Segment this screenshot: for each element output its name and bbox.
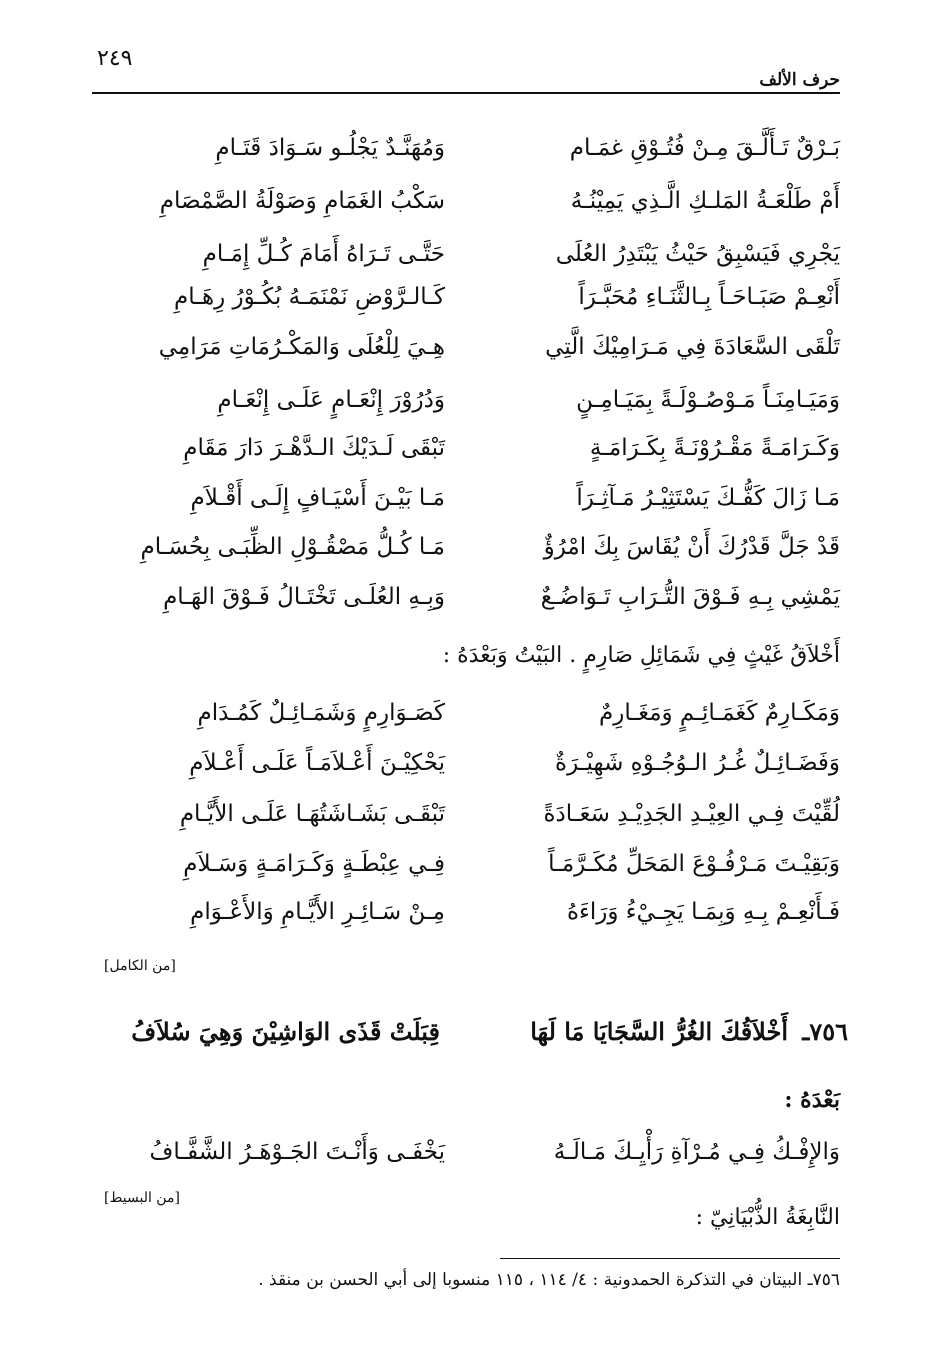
first-hemistich: بَـرْقٌ تَـأَلَّـقَ مِـنْ فُتُـوْقِ غمَـام [569,135,840,161]
verse-line [100,892,840,932]
second-hemistich: يَخْفَـى وَأَنْـتَ الجَـوْهَـرُ الشَّفَّـافُ [149,1139,445,1165]
first-hemistich: فَـأَنْعِـمْ بِـهِ وَبِمَـا يَجِـيْءُ وَرَاءَهُ [567,899,840,925]
meter-label: [من البسيط] [104,1190,180,1206]
first-hemistich: أَخْلاَقُكَ الغُرُّ السَّجَايَا مَا لَهَا [530,1017,788,1046]
second-hemistich: وَمُهَنَّـدٌ يَجْلُـو سَـوَادَ قَتَـامِ [215,135,445,161]
verse-line [100,794,840,834]
first-hemistich: لُقِّيْتَ فِـي العِيْـدِ الجَدِيْـدِ سَعَـادَةً [543,801,840,827]
verse-line [100,527,840,567]
second-hemistich: هِـيَ لِلْعُلَى وَالمَكْـرُمَاتِ مَرَامِي [158,334,445,360]
first-hemistich: تَلْقَى السَّعَادَةَ فِي مَـرَامِيْكَ الَّتِي [545,334,840,360]
verse-line [100,128,840,168]
verse-line [100,743,840,783]
footnote: ٧٥٦ـ البيتان في التذكرة الحمدونية : ٤/ ١١٤ ، ١١٥ منسوبا إلى أبي الحسن بن منقذ . [258,1270,840,1290]
first-hemistich: أَنْعِـمْ صَبَـاحَـاً بِـالثَّنَـاءِ مُحَبَّـرَاً [578,284,840,310]
second-hemistich: سَكْبُ الغَمَامِ وَصَوْلَةُ الصَّمْصَامِ [159,188,445,214]
second-hemistich: كَصَـوَارِمٍ وَشَمَـائِـلٌ كَمُـدَامِ [197,700,445,726]
header-rule [92,92,840,94]
poem-756-heading [100,1010,848,1054]
second-hemistich: قِبَلَتْ قَذَى الوَاشِيْنَ وَهِيَ سُلاَفُ [131,1017,440,1046]
first-hemistich: يَجْرِي فَيَسْبِقُ حَيْثُ يَبْتَدِرُ العُلَى [555,241,840,267]
verse-line [100,844,840,884]
first-hemistich: وَكَـرَامَـةً مَقْـرُوْنَـةً بِكَـرَامَـةٍ [589,435,840,461]
second-hemistich: مَـا بَيْـنَ أَسْيَـافٍ إِلَـى أَقْـلاَمِ [190,485,445,511]
second-hemistich: وَدُرُوْرَ إِنْعَـامٍ عَلَـى إِنْعَـامِ [217,387,445,413]
first-hemistich: وَالإِفْـكُ فِـي مُـرْآةِ رَأْيِـكَ مَـالَـهُ [553,1139,840,1165]
second-hemistich: كَـالـرَّوْضِ نَمْنَمَـهُ بُكُـوْرُ رِهَـامِ [173,284,445,310]
first-hemistich: يَمْشِي بِـهِ فَـوْقَ التُّـرَابِ تَـوَاضُـعٌ [540,584,840,610]
running-header: حرف الألف [759,70,840,90]
second-hemistich: يَحْكِيْـنَ أَعْـلاَمَـاً عَلَـى أَعْـلاَمِ [189,750,445,776]
meter-label: [من الكامل] [104,958,176,974]
after-label: بَعْدَهُ : [784,1087,840,1113]
page-number: ٢٤٩ [97,46,133,71]
footnote-rule [500,1258,840,1259]
verse-line [100,181,840,221]
first-hemistich: وَمَيَـامِنَـاً مَـوْصُـوْلَـةً بِمَيَـامِـنٍ [576,387,840,413]
first-hemistich: أَمْ طَلْعَـةُ المَلـكِ الَّـذِي يَمِيْنُـهُ [570,188,840,214]
first-hemistich: قَدْ جَلَّ قَدْرُكَ أَنْ يُقَاسَ بِكَ امْرُؤٌ [543,534,840,560]
first-hemistich: وَفَضَـائِـلٌ غُـرُ الـوُجُـوْهِ شَهِيْـرَةٌ [555,750,840,776]
second-hemistich: تَبْقَى لَـدَيْكَ الـدَّهْـرَ دَارَ مَقَامِ [183,435,445,461]
second-hemistich: فِـي عِبْطَـةٍ وَكَـرَامَـةٍ وَسَـلاَمِ [183,851,445,877]
verse-line [100,428,840,468]
second-hemistich: مَـا كُـلُّ مَصْقُـوْلِ الظِّبَـى بِحُسَـامِ [140,534,445,560]
verse-line [100,577,840,617]
first-hemistich: وَبَقِيْـتَ مَـرْفُـوْعَ المَحَلِّ مُكَـرَّمَـاً [548,851,840,877]
verse-line [100,277,840,317]
first-hemistich: وَمَكَـارِمٌ كَغَمَـائِـمٍ وَمَغَـارِمٌ [599,700,840,726]
second-hemistich: وَبِـهِ العُلَـى تَخْتَـالُ فَـوْقَ الهَـامِ [163,584,445,610]
verse-line [100,234,840,274]
second-hemistich: تَبْقَـى بَشَـاشَتُهَـا عَلَـى الأَيَّـامِ [179,801,445,827]
verse-line [100,693,840,733]
verse-line [100,478,840,518]
second-hemistich: حَتَّـى تَـرَاهُ أَمَامَ كُـلِّ إِمَـامِ [202,241,445,267]
verse-line [100,380,840,420]
second-hemistich: مِـنْ سَـائِـرِ الأَيَّـامِ وَالأَعْـوَامِ [190,899,445,925]
verse-line [100,327,840,367]
verse-line [100,1132,840,1172]
interlude-text: أَخْلاَقُ غَيْثٍ فِي شَمَائِلِ صَارِمٍ . البَيْتُ وَبَعْدَهُ : [442,643,840,668]
first-hemistich: مَـا زَالَ كَفُّـكَ يَسْتَثِيْـرُ مَـآثِـرَاً [576,485,840,511]
poem-number: ٧٥٦ـ [802,1017,848,1046]
next-poet-heading: النَّابِغَةُ الذُّبْيَانِيّ : [695,1205,840,1230]
